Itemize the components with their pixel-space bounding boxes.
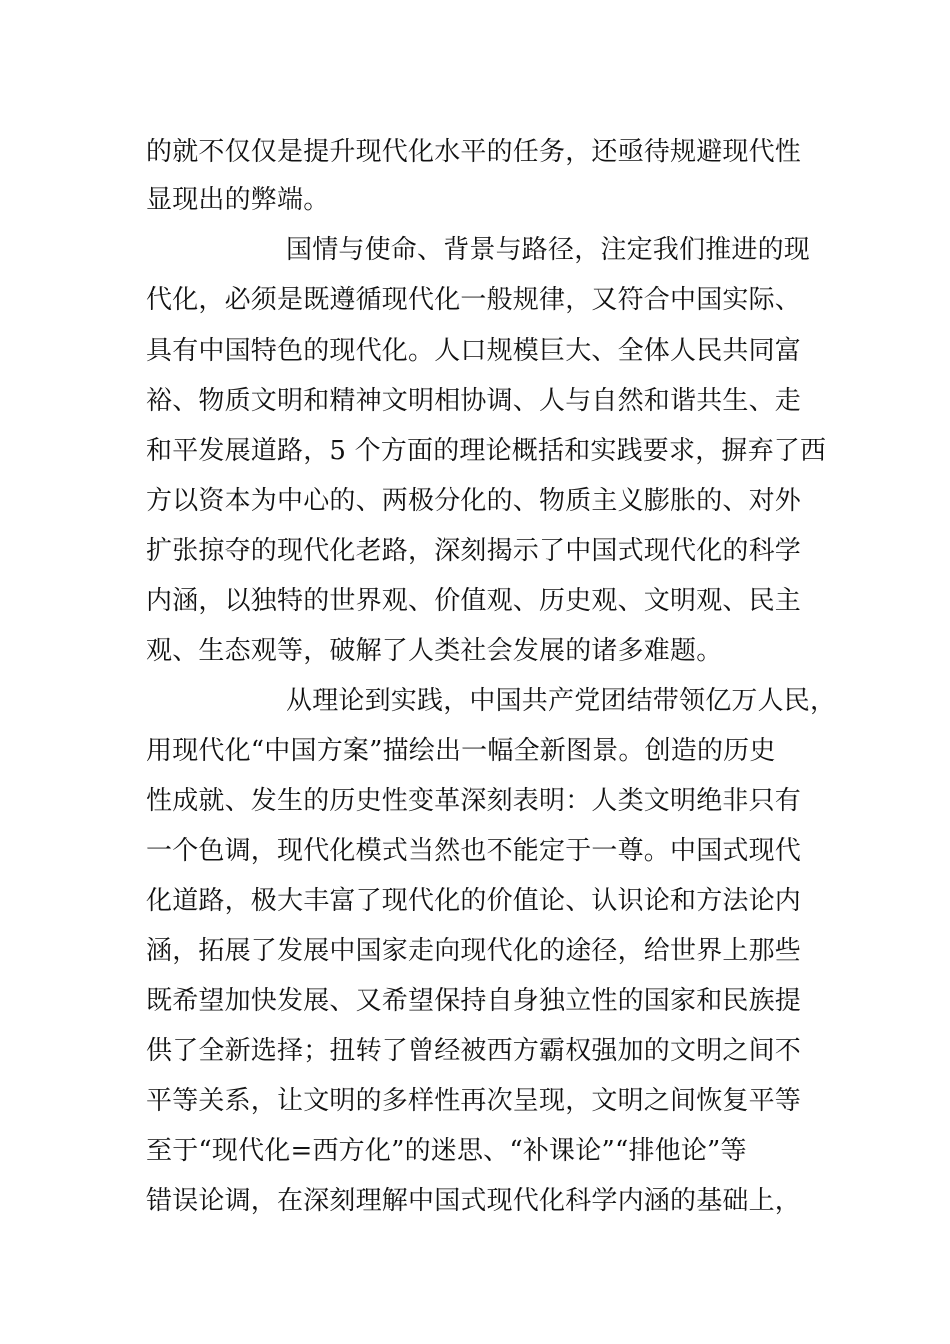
paragraph-3-line-7: 既希望加快发展、又希望保持自身独立性的国家和民族提 [146, 986, 802, 1016]
paragraph-2-line-8: 内涵，以独特的世界观、价值观、历史观、文明观、民主 [146, 586, 802, 616]
paragraph-3-line-6: 涵，拓展了发展中国家走向现代化的途径，给世界上那些 [146, 936, 802, 966]
paragraph-1-line-1: 的就不仅仅是提升现代化水平的任务，还亟待规避现代性 [146, 137, 802, 167]
paragraph-3-line-8: 供了全新选择；扭转了曾经被西方霸权强加的文明之间不 [146, 1036, 802, 1066]
paragraph-2-line-1: 国情与使命、背景与路径，注定我们推进的现 [286, 235, 811, 265]
paragraph-3-line-3: 性成就、发生的历史性变革深刻表明：人类文明绝非只有 [146, 786, 802, 816]
paragraph-3-line-10: 至于“现代化=西方化”的迷思、“补课论”“排他论”等 [146, 1136, 747, 1166]
paragraph-3-line-9: 平等关系，让文明的多样性再次呈现，文明之间恢复平等 [146, 1086, 802, 1116]
paragraph-3-line-2: 用现代化“中国方案”描绘出一幅全新图景。创造的历史 [146, 736, 776, 766]
paragraph-2-line-9: 观、生态观等，破解了人类社会发展的诸多难题。 [146, 636, 723, 666]
paragraph-3-line-4: 一个色调，现代化模式当然也不能定于一尊。中国式现代 [146, 836, 802, 866]
paragraph-2-line-2: 代化，必须是既遵循现代化一般规律，又符合中国实际、 [146, 285, 802, 315]
paragraph-2-line-7: 扩张掠夺的现代化老路，深刻揭示了中国式现代化的科学 [146, 536, 802, 566]
paragraph-2-line-4: 裕、物质文明和精神文明相协调、人与自然和谐共生、走 [146, 386, 802, 416]
paragraph-3-line-11: 错误论调，在深刻理解中国式现代化科学内涵的基础上， [146, 1186, 802, 1216]
paragraph-1-line-2: 显现出的弊端。 [146, 185, 330, 215]
paragraph-2-line-3: 具有中国特色的现代化。人口规模巨大、全体人民共同富 [146, 336, 802, 366]
paragraph-3-line-1: 从理论到实践，中国共产党团结带领亿万人民， [286, 686, 837, 716]
paragraph-2-line-6: 方以资本为中心的、两极分化的、物质主义膨胀的、对外 [146, 486, 802, 516]
paragraph-3-line-5: 化道路，极大丰富了现代化的价值论、认识论和方法论内 [146, 886, 802, 916]
paragraph-2-line-5: 和平发展道路，5 个方面的理论概括和实践要求，摒弃了西 [146, 436, 827, 466]
